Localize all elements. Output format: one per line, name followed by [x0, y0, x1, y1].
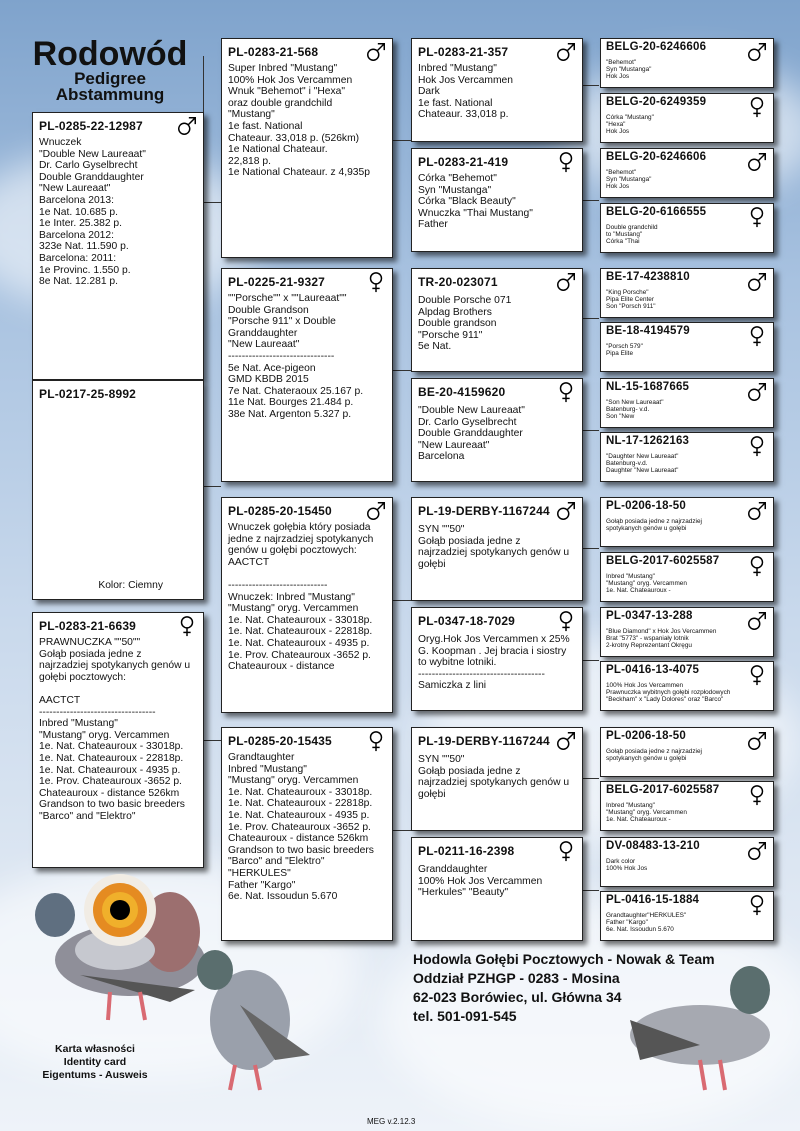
version-label: MEG v.2.12.3	[367, 1117, 416, 1126]
ring-number: DV-08483-13-210	[606, 840, 700, 852]
pedigree-gen3-box[interactable]	[411, 837, 583, 941]
ring-number: BE-20-4159620	[418, 385, 506, 399]
card-label-de: Eigentums - Ausweis	[42, 1069, 148, 1081]
male-icon	[555, 271, 577, 293]
bird-description: Inbred "Mustang" Hok Jos Vercammen Dark 1e fast. National Chateaur. 33,018 p.	[418, 63, 513, 121]
bird-description: SYN ""50" Gołąb posiada jedne z najrzadziej spotykanych genów u gołębi	[418, 524, 570, 570]
ring-number: PL-19-DERBY-1167244	[418, 734, 550, 748]
page-title: Rodowód	[32, 35, 188, 73]
ring-number: PL-0217-25-8992	[39, 387, 137, 401]
pedigree-gen4-box[interactable]	[600, 552, 774, 602]
bird-description: "Daughter New Laureaat" Batenburg-v.d. Daughter "New Laureaat"	[606, 453, 679, 475]
bird-description: Grandtaughter Inbred "Mustang" "Mustang" oryg. Vercammen 1e. Nat. Chateauroux - 33018p. 1e. Nat. Chateauroux - 22818p. 1e. Nat. Chateauroux - 4935 p. 1e. Prov. Chateauroux -3652 p. Chateauroux - distance 526km Grandson to two basic breeders "Barco" and "Elektro" "HERKULES" Father "Kargo" 6e. Nat. Issoudun 5.670	[228, 752, 374, 903]
bird-description: "King Porsche" Pipa Elite Center Son "Porsch 911"	[606, 289, 656, 311]
ring-number: PL-0347-18-7029	[418, 614, 516, 628]
male-icon	[365, 41, 387, 63]
ring-number: PL-0285-20-15435	[228, 734, 332, 748]
pedigree-gen4-box[interactable]	[600, 378, 774, 428]
pedigree-gen3-box[interactable]	[411, 727, 583, 831]
bird-description: Gołąb posiada jedne z najrzadziej spotykanych genów u gołębi	[606, 748, 702, 763]
pedigree-gen4-box[interactable]	[600, 148, 774, 198]
male-icon	[555, 41, 577, 63]
ring-number: BELG-2017-6025587	[606, 784, 720, 796]
bird-description: Double grandchild to "Mustang" Córka "Thai	[606, 224, 658, 246]
ring-number: PL-0416-13-4075	[606, 664, 700, 676]
ring-number: BELG-20-6246606	[606, 151, 707, 163]
ring-number: BE-17-4238810	[606, 271, 690, 283]
breeder-phone: tel. 501-091-545	[413, 1008, 517, 1024]
pedigree-gen3-box[interactable]	[411, 148, 583, 252]
pedigree-bird-photo-box[interactable]	[32, 380, 204, 600]
pedigree-gen4-box[interactable]	[600, 432, 774, 482]
ring-number: BE-18-4194579	[606, 325, 690, 337]
ring-number: BELG-20-6249359	[606, 96, 707, 108]
ring-number: PL-0225-21-9327	[228, 275, 326, 289]
pigeon-right-illustration	[610, 950, 790, 1100]
ring-number: PL-0416-15-1884	[606, 894, 700, 906]
ring-number: NL-17-1262163	[606, 435, 690, 447]
breeder-section: Oddział PZHGP - 0283 - Mosina	[413, 970, 620, 986]
pedigree-gen2-box[interactable]	[221, 268, 393, 482]
bird-description: "Son New Laureaat" Batenburg- v.d. Son "New	[606, 399, 664, 421]
ring-number: BELG-20-6166555	[606, 206, 707, 218]
ring-number: PL-0206-18-50	[606, 730, 686, 742]
female-icon	[176, 615, 198, 637]
female-icon	[555, 840, 577, 862]
ring-number: PL-0211-16-2398	[418, 844, 515, 858]
ring-number: PL-0206-18-50	[606, 500, 686, 512]
pedigree-gen4-box[interactable]	[600, 727, 774, 777]
bird-description: Wnuczek "Double New Laureaat" Dr. Carlo Gyselbrecht Double Granddaughter "New Laureaat" Barcelona 2013: 1e Nat. 10.685 p. 1e Inter. 25.382 p. Barcelona 2012: 323e Nat. 11.590 p. Barcelona: 2011: 1e Provinc. 1.550 p. 8e Nat. 12.281 p.	[39, 137, 146, 288]
bird-description: PRAWNUCZKA ""50"" Gołąb posiada jedne z najrzadziej spotykanych genów u gołębi pocztowych: AACTCT ---------------------------------- Inbred "Mustang" "Mustang" oryg. Vercammen 1e. Nat. Chateauroux - 33018p. 1e. Nat. Chateauroux - 22818p. 1e. Nat. Chateauroux - 4935 p. 1e. Prov. Chateauroux -3652 p. Chateauroux - distance 526km Grandson to two basic breeders "Barco" and "Elektro"	[39, 637, 191, 822]
bird-description: Super Inbred "Mustang" 100% Hok Jos Vercammen Wnuk "Behemot" i "Hexa" oraz double grandchild "Mustang" 1e fast. National Chateaur. 33,018 p. (526km) 1e National Chateaur. 22,818 p. 1e National Chateaur. z 4,935p	[228, 63, 370, 179]
ring-number: PL-0285-22-12987	[39, 119, 143, 133]
bird-description: "Porsch 579" Pipa Elite	[606, 343, 643, 358]
male-icon	[365, 500, 387, 522]
pedigree-gen3-box[interactable]	[411, 497, 583, 601]
bird-description: Granddaughter 100% Hok Jos Vercammen "Herkules" "Beauty"	[418, 864, 543, 899]
ring-number: BELG-20-6246606	[606, 41, 707, 53]
pedigree-gen4-box[interactable]	[600, 837, 774, 887]
pedigree-gen3-box[interactable]	[411, 268, 583, 372]
pedigree-gen2-box[interactable]	[221, 727, 393, 941]
pedigree-gen4-box[interactable]	[600, 497, 774, 547]
page-subtitle-en: Pedigree	[74, 69, 146, 88]
bird-description: Gołąb posiada jedne z najrzadziej spotykanych genów u gołębi	[606, 518, 702, 533]
bird-description: Wnuczek gołębia który posiada jedne z najrzadziej spotykanych genów u gołębi pocztowych: AACTCT ----------------------------- Wnuczek: Inbred "Mustang" "Mustang" oryg. Vercammen 1e. Nat. Chateauroux - 33018p. 1e. Nat. Chateauroux - 22818p. 1e. Nat. Chateauroux - 4935 p. 1e. Prov. Chateauroux -3652 p. Chateauroux - distance	[228, 522, 374, 673]
pedigree-main-bird[interactable]	[32, 112, 204, 380]
pedigree-gen4-box[interactable]	[600, 322, 774, 372]
ring-number: PL-0283-21-419	[418, 155, 509, 169]
bird-description: Double Porsche 071 Alpdag Brothers Double grandson "Porsche 911" 5e Nat.	[418, 295, 512, 353]
pedigree-gen2-box[interactable]	[221, 497, 393, 713]
card-label-en: Identity card	[63, 1056, 127, 1068]
male-icon	[176, 115, 198, 137]
bird-description: Inbred "Mustang" "Mustang" oryg. Vercammen 1e. Nat. Chateauroux -	[606, 573, 687, 595]
ring-number: PL-19-DERBY-1167244	[418, 504, 550, 518]
female-icon	[365, 730, 387, 752]
color-label: Kolor: Ciemny	[98, 580, 163, 591]
ring-number: PL-0347-13-288	[606, 610, 693, 622]
bird-description: "Behemot" Syn "Mustanga" Hok Jos	[606, 169, 652, 191]
ring-number: PL-0285-20-15450	[228, 504, 332, 518]
bird-description: "Behemot" Syn "Mustanga" Hok Jos	[606, 59, 652, 81]
female-icon	[555, 381, 577, 403]
pedigree-gen4-box[interactable]	[600, 661, 774, 711]
pedigree-gen3-box[interactable]	[411, 607, 583, 711]
pedigree-gen4-box[interactable]	[600, 203, 774, 253]
breeder-address: 62-023 Borówiec, ul. Główna 34	[413, 989, 622, 1005]
ring-number: PL-0283-21-568	[228, 45, 319, 59]
ring-number: PL-0283-21-6639	[39, 619, 137, 633]
ring-number: BELG-2017-6025587	[606, 555, 720, 567]
bird-description: Oryg.Hok Jos Vercammen x 25% G. Koopman . Jej bracia i siostry to wybitne lotniki. ------------------------------------- Samiczka z lini	[418, 634, 570, 692]
pedigree-gen4-box[interactable]	[600, 781, 774, 831]
bird-description: ""Porsche"" x ""Laureaat"" Double Grandson "Porsche 911" x Double Granddaughter "New Laureaat" ------------------------------- 5e Nat. Ace-pigeon GMD KBDB 2015 7e Nat. Chateraoux 25.167 p. 11e Nat. Bourges 21.484 p. 38e Nat. Argenton 5.327 p.	[228, 293, 364, 420]
card-label-pl: Karta własności	[55, 1043, 135, 1055]
female-icon	[555, 151, 577, 173]
pedigree-gen3-box[interactable]	[411, 38, 583, 142]
female-icon	[555, 610, 577, 632]
bird-description: Córka "Behemot" Syn "Mustanga" Córka "Black Beauty" Wnuczka "Thai Mustang" Father	[418, 173, 533, 231]
female-icon	[365, 271, 387, 293]
bird-description: Dark color 100% Hok Jos	[606, 858, 648, 873]
bird-description: Inbred "Mustang" "Mustang" oryg. Vercammen 1e. Nat. Chateauroux -	[606, 802, 687, 824]
bird-description: Grandtaughter"HERKULES" Father "Kargo" 6e. Nat. Issoudun 5.670	[606, 912, 687, 934]
pedigree-gen4-box[interactable]	[600, 93, 774, 143]
pedigree-gen4-box[interactable]	[600, 891, 774, 941]
pedigree-gen4-box[interactable]	[600, 38, 774, 88]
pedigree-mother[interactable]	[32, 612, 204, 868]
page-subtitle-de: Abstammung	[55, 85, 165, 104]
pigeon-center-illustration	[180, 935, 320, 1095]
bird-description: "Double New Laureaat" Dr. Carlo Gyselbrecht Double Granddaughter "New Laureaat" Barcelona	[418, 405, 525, 463]
ring-number: TR-20-023071	[418, 275, 498, 289]
pigeon-eye-illustration	[80, 870, 160, 950]
pedigree-gen4-box[interactable]	[600, 268, 774, 318]
pedigree-gen3-box[interactable]	[411, 378, 583, 482]
bird-description: 100% Hok Jos Vercammen Prawnuczka wybitnych gołębi rozpłodowych "Beckham" x "Lady Dolores" oraz "Barco"	[606, 682, 731, 704]
bird-description: SYN ""50" Gołąb posiada jedne z najrzadziej spotykanych genów u gołębi	[418, 754, 570, 800]
male-icon	[555, 730, 577, 752]
ring-number: PL-0283-21-357	[418, 45, 509, 59]
ring-number: NL-15-1687665	[606, 381, 690, 393]
pedigree-gen2-box[interactable]	[221, 38, 393, 258]
breeder-name: Hodowla Gołębi Pocztowych - Nowak & Team	[413, 951, 715, 967]
pedigree-gen4-box[interactable]	[600, 607, 774, 657]
bird-description: Córka "Mustang" "Hexa" Hok Jos	[606, 114, 654, 136]
bird-description: "Blue Diamond" x Hok Jos Vercammen Brat "5773" - wspaniały lotnik 2-krotny Reprezentant Okręgu	[606, 628, 717, 650]
male-icon	[555, 500, 577, 522]
